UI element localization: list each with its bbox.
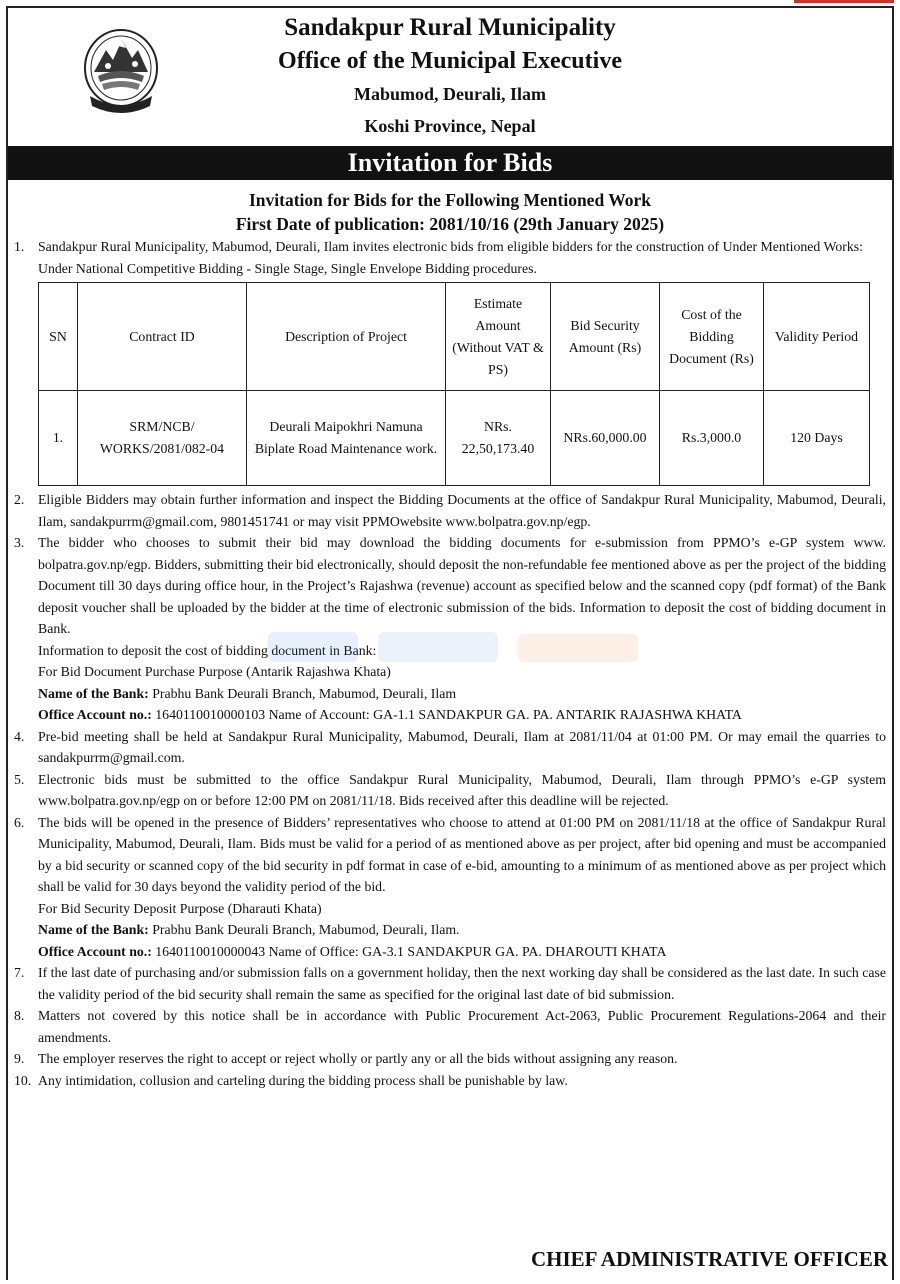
purchase-purpose: For Bid Document Purchase Purpose (Antarik Rajashwa Khata) — [38, 664, 391, 679]
clause-text: Sandakpur Rural Municipality, Mabumod, Deurali, Ilam invites electronic bids from eligible bidders for the construction of Under Mentioned Works: — [38, 239, 863, 254]
clause-3 — [14, 532, 886, 640]
cell-bid-security: NRs.60,000.00 — [551, 391, 660, 486]
account-line — [14, 941, 886, 963]
clause-number: 8. — [14, 1008, 25, 1023]
table-row — [39, 391, 870, 486]
bank-value: Prabhu Bank Deurali Branch, Mabumod, Deurali, Ilam — [152, 685, 457, 701]
municipality-name: Sandakpur Rural Municipality — [284, 14, 616, 41]
clause-2 — [14, 489, 886, 532]
clause-text: The bids will be opened in the presence of Bidders’ representatives who choose to attend at 01:00 PM on 2081/11/18 at the office of Sandakpur Rural Municipality, Mabumod, Deurali, Ilam. Bids must be valid for a period of as mentioned above as per project, after bid opening and must be accompanied by a bid security or scanned copy of the bid security in pdf format in case of e-bid, amounting to a minimum of as mentioned above as per project which shall be valid for 30 days beyond the validity period of the bid. — [38, 814, 886, 894]
bank-info-heading: Information to deposit the cost of bidding document in Bank: — [38, 642, 377, 658]
account-value: 1640110010000043 Name of Office: GA-3.1 SANDAKPUR GA. PA. DHAROUTI KHATA — [155, 943, 667, 959]
col-estimate: Estimate Amount (Without VAT & PS) — [446, 283, 551, 391]
clause-1 — [14, 236, 886, 258]
col-validity: Validity Period — [764, 283, 870, 391]
top-accent-bar — [794, 0, 894, 3]
clause-text: The bidder who chooses to submit their bid may download the bidding documents for e-submission from PPMO’s e-GP system www. bolpatra.gov.np/egp. Bidders, submitting their bid electronically, should deposit the non-refundable fee mentioned above as per the project of the bidding Document till 30 days during office hour, in the Project’s Rajashwa (revenue) account as specified below and the scanned copy (pdf format) of the Bank deposit voucher shall be uploaded by the bidder at the time of electronic submission of the bids. Information to deposit the cost of bidding document in Bank. — [38, 535, 886, 636]
col-sn: SN — [39, 283, 78, 391]
clause-number: 2. — [14, 492, 25, 507]
clause-10 — [14, 1070, 886, 1092]
notice-title-banner: Invitation for Bids — [8, 146, 892, 180]
province-country: Koshi Province, Nepal — [364, 116, 536, 136]
signature-title: CHIEF ADMINISTRATIVE OFFICER — [530, 1247, 888, 1271]
clause-8 — [14, 1005, 886, 1048]
clause-number: 7. — [14, 965, 25, 980]
clause-7 — [14, 962, 886, 1005]
col-contract-id: Contract ID — [78, 283, 247, 391]
clause-number: 3. — [14, 535, 25, 550]
account-line — [14, 704, 886, 726]
clause-number: 10. — [14, 1072, 32, 1088]
notice-body — [8, 236, 892, 1091]
cell-estimate: NRs. 22,50,173.40 — [446, 391, 551, 486]
bank-name-line — [14, 919, 886, 941]
clause-text: Electronic bids must be submitted to the office Sandakpur Rural Municipality, Mabumod, Deurali, Ilam through PPMO’s e-GP system www.bolpatra.gov.np/egp on or before 12:00 PM on 2081/11/18. Bids received after this deadline will be rejected. — [38, 771, 886, 808]
clause-text: Pre-bid meeting shall be held at Sandakpur Rural Municipality, Mabumod, Deurali, Ilam at 2081/11/04 at 01:00 PM. Or may email the quarries to sandakpurrm@gmail.com. — [38, 728, 886, 765]
table-header-row — [39, 283, 870, 391]
security-purpose: For Bid Security Deposit Purpose (Dharauti Khata) — [38, 900, 322, 916]
publication-date: First Date of publication: 2081/10/16 (29th January 2025) — [235, 214, 665, 234]
cell-validity: 120 Days — [764, 391, 870, 486]
clause-text: Eligible Bidders may obtain further information and inspect the Bidding Documents at the office of Sandakpur Rural Municipality, Mabumod, Deurali, Ilam, sandakpurrm@gmail.com, 9801451741 or may visit PPMOwebsite www.bolpatra.gov.np/egp. — [38, 492, 886, 529]
account-label: Office Account no.: — [38, 707, 152, 722]
bank-value: Prabhu Bank Deurali Branch, Mabumod, Deurali, Ilam. — [152, 922, 460, 937]
header — [8, 8, 892, 146]
clause-number: 5. — [14, 771, 25, 787]
clause-number: 6. — [14, 814, 25, 830]
col-description: Description of Project — [247, 283, 446, 391]
clause-6 — [14, 812, 886, 898]
bidding-procedure: Under National Competitive Bidding - Single Stage, Single Envelope Bidding procedures. — [38, 260, 537, 276]
account-label: Office Account no.: — [38, 943, 152, 959]
cell-description: Deurali Maipokhri Namuna Biplate Road Maintenance work. — [247, 391, 446, 486]
cell-sn: 1. — [39, 391, 78, 486]
clause-4 — [14, 726, 886, 769]
clause-text: Matters not covered by this notice shall be in accordance with Public Procurement Act-2063, Public Procurement Regulations-2064 and their amendments. — [38, 1008, 886, 1045]
clause-5 — [14, 769, 886, 812]
clause-text: Any intimidation, collusion and carteling during the bidding process shall be punishable by law. — [38, 1072, 568, 1088]
subtitle: Invitation for Bids for the Following Mentioned Work — [248, 190, 652, 210]
clause-text: The employer reserves the right to accept or reject wholly or partly any or all the bids without assigning any reason. — [38, 1051, 678, 1066]
clause-number: 4. — [14, 728, 25, 744]
office-name: Office of the Municipal Executive — [278, 48, 622, 74]
office-address: Mabumod, Deurali, Ilam — [353, 84, 546, 104]
cell-contract-id: SRM/NCB/ WORKS/2081/082-04 — [78, 391, 247, 486]
cell-document-cost: Rs.3,000.0 — [660, 391, 764, 486]
clause-9 — [14, 1048, 886, 1070]
clause-number: 9. — [14, 1051, 25, 1066]
works-table — [38, 282, 870, 486]
clause-number: 1. — [14, 239, 25, 254]
bank-label: Name of the Bank: — [38, 922, 149, 937]
col-bid-security: Bid Security Amount (Rs) — [551, 283, 660, 391]
bank-name-line — [14, 683, 886, 705]
notice-page — [6, 6, 894, 1280]
clause-text: If the last date of purchasing and/or submission falls on a government holiday, then the next working day shall be considered as the last date. In such case the validity period of the bid security shall remain the same as specified for the original last date of bid submission. — [38, 965, 886, 1002]
col-document-cost: Cost of the Bidding Document (Rs) — [660, 283, 764, 391]
account-value: 1640110010000103 Name of Account: GA-1.1 SANDAKPUR GA. PA. ANTARIK RAJASHWA KHATA — [155, 707, 742, 722]
bank-label: Name of the Bank: — [38, 685, 149, 701]
